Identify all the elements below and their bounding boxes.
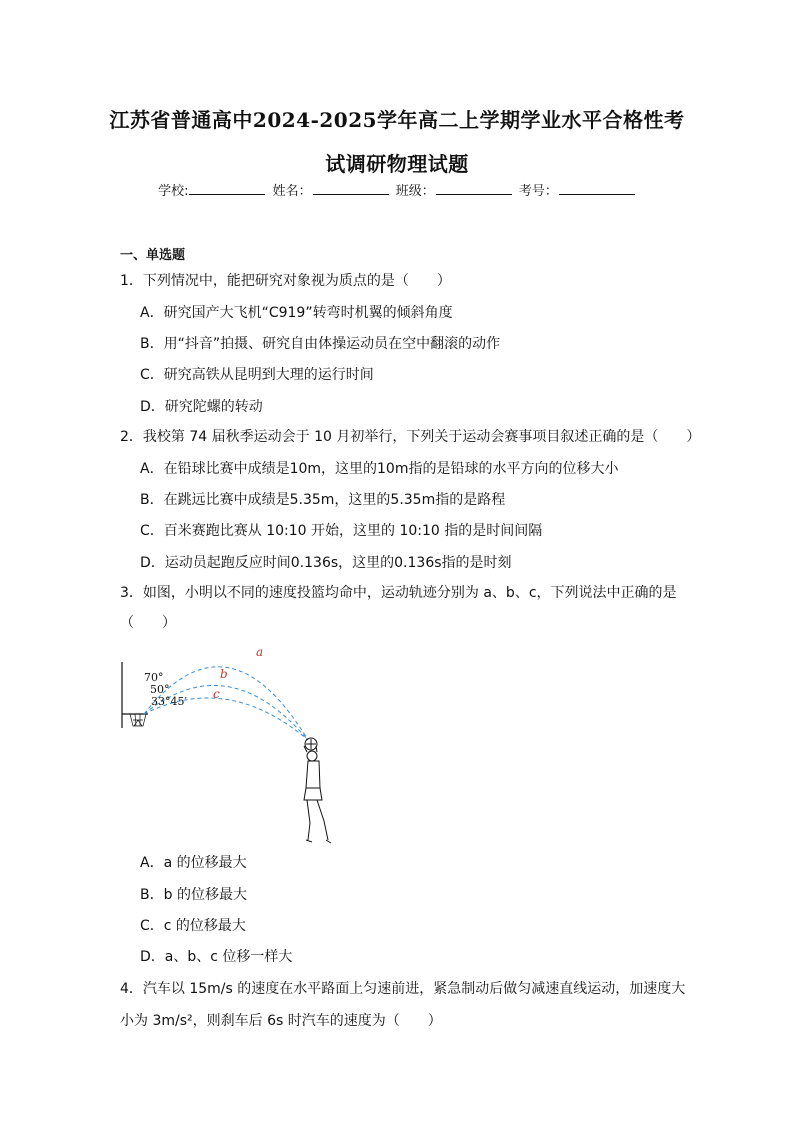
- name-label: 姓名：: [272, 184, 312, 199]
- exam-title-line1: 江苏省普通高中2024-2025学年高二上学期学业水平合格性考: [109, 108, 685, 132]
- question-2-option-c: C．百米赛跑比赛从 10:10 开始，这里的 10:10 指的是时间间隔: [140, 523, 543, 539]
- exam-number-blank[interactable]: [559, 182, 635, 195]
- basketball-net: [130, 714, 146, 726]
- exam-number-label: 考号：: [518, 184, 558, 199]
- school-label: 学校:: [158, 184, 189, 199]
- player-torso: [306, 761, 320, 788]
- angle-50: 50°: [150, 683, 170, 696]
- class-blank[interactable]: [436, 182, 512, 195]
- school-blank[interactable]: [189, 182, 265, 195]
- question-1-stem: 1．下列情况中，能把研究对象视为质点的是（ ）: [120, 273, 451, 289]
- name-blank[interactable]: [313, 182, 389, 195]
- question-2-option-a: A．在铅球比赛中成绩是10m，这里的10m指的是铅球的水平方向的位移大小: [140, 461, 619, 477]
- question-3-stem: 3．如图，小明以不同的速度投篮均命中，运动轨迹分别为 a、b、c，下列说法中正确的是: [120, 585, 677, 601]
- basketball-trajectory-figure: [118, 628, 348, 848]
- player-figure: [304, 738, 331, 843]
- question-4-stem: 4．汽车以 15m/s 的速度在水平路面上匀速前进，紧急制动后做匀减速直线运动，加速度大: [120, 981, 686, 997]
- question-4-stem-cont: 小为 3m/s²，则刹车后 6s 时汽车的速度为（ ）: [120, 1013, 442, 1029]
- question-1-option-c: C．研究高铁从昆明到大理的运行时间: [140, 367, 374, 383]
- angle-70: 70°: [144, 671, 164, 684]
- student-info-line: [0, 180, 794, 199]
- question-1-option-b: B．用“抖音”拍摄、研究自由体操运动员在空中翻滚的动作: [140, 336, 501, 352]
- question-3-option-a: A．a 的位移最大: [140, 855, 247, 871]
- player-shorts: [304, 788, 322, 800]
- question-3-option-c: C．c 的位移最大: [140, 918, 246, 934]
- question-2-stem: 2．我校第 74 届秋季运动会于 10 月初举行，下列关于运动会赛事项目叙述正确的是（ ）: [120, 429, 701, 445]
- question-3-option-d: D．a、b、c 位移一样大: [140, 949, 293, 965]
- exam-title-line2: 试调研物理试题: [325, 152, 469, 176]
- label-c: c: [213, 687, 220, 701]
- section-heading: 一、单选题: [120, 248, 186, 263]
- question-2-option-d: D．运动员起跑反应时间0.136s，这里的0.136s指的是时刻: [140, 555, 512, 571]
- question-2-option-b: B．在跳远比赛中成绩是5.35m，这里的5.35m指的是路程: [140, 492, 506, 508]
- question-1-option-a: A．研究国产大飞机“C919”转弯时机翼的倾斜角度: [140, 305, 453, 321]
- question-1-option-d: D．研究陀螺的转动: [140, 399, 263, 415]
- question-3-stem-cont: （ ）: [120, 615, 176, 631]
- label-b: b: [220, 667, 228, 681]
- player-legs: [307, 800, 328, 840]
- angle-33-45: 33°45′: [151, 695, 187, 708]
- class-label: 班级：: [395, 184, 435, 199]
- player-feet: [306, 840, 331, 843]
- label-a: a: [256, 645, 264, 659]
- player-head: [307, 751, 317, 761]
- question-3-option-b: B．b 的位移最大: [140, 887, 247, 903]
